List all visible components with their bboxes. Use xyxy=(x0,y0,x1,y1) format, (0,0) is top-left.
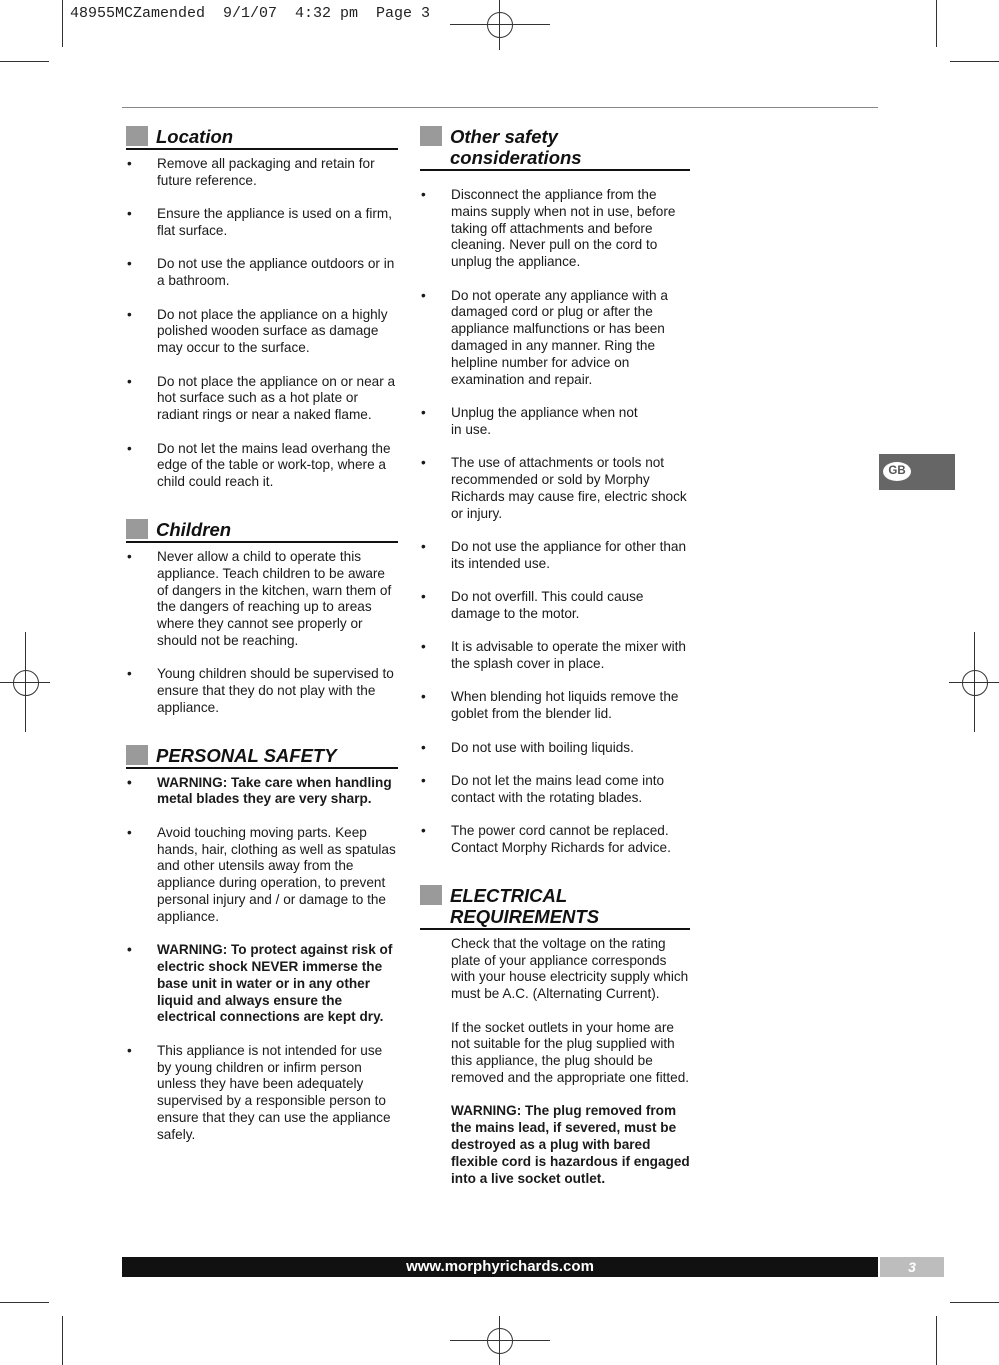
section-other-safety xyxy=(420,126,690,857)
list-item: • Do not place the appliance on or near a hot surface such as a hot plate or radiant rings or near a naked flame. xyxy=(126,374,398,424)
crop-mark xyxy=(936,0,937,47)
list-item: • Do not operate any appliance with a damaged cord or plug or after the appliance malfunctions or has been damaged in any manner. Ring the helpline number for advice on examination and repair. xyxy=(420,288,690,389)
heading-marker xyxy=(126,126,148,146)
list-item: • The use of attachments or tools not recommended or sold by Morphy Richards may cause fire, electric shock or injury. xyxy=(420,455,690,522)
registration-line xyxy=(25,632,26,732)
registration-line xyxy=(450,1340,550,1341)
print-slug: 48955MCZamended 9/1/07 4:32 pm Page 3 xyxy=(70,5,431,22)
paragraph: Check that the voltage on the rating plate of your appliance corresponds with your house electricity supply which must be A.C. (Alternating Current). xyxy=(451,935,689,1002)
paragraph: If the socket outlets in your home are not suitable for the plug supplied with this appliance, the plug should be removed and the appropriate one fitted. xyxy=(451,1019,690,1086)
left-column xyxy=(126,126,398,1172)
registration-line xyxy=(974,632,975,732)
section-heading xyxy=(126,126,398,150)
registration-mark xyxy=(962,670,988,696)
footer-website: www.morphyrichards.com xyxy=(122,1257,878,1277)
heading-marker xyxy=(420,885,442,905)
list-item: • Avoid touching moving parts. Keep hands, hair, clothing as well as spatulas and other utensils away from the appliance during operation, to prevent personal injury and / or damage to the appliance. xyxy=(126,825,398,926)
registration-line xyxy=(499,0,500,50)
list-item: • Unplug the appliance when not in use. xyxy=(420,405,690,439)
list-item: • Do not place the appliance on a highly polished wooden surface as damage may occur to the surface. xyxy=(126,307,398,357)
crop-mark xyxy=(950,61,999,62)
registration-mark xyxy=(13,670,39,696)
registration-mark xyxy=(487,12,513,38)
children-heading: Children xyxy=(156,518,232,540)
crop-mark xyxy=(936,1316,937,1365)
registration-mark xyxy=(487,1328,513,1354)
list-item: • The power cord cannot be replaced. Contact Morphy Richards for advice. xyxy=(420,823,690,857)
section-children xyxy=(126,519,398,717)
children-list xyxy=(126,549,398,717)
section-heading xyxy=(126,519,398,543)
personal-safety-heading: PERSONAL SAFETY xyxy=(156,744,337,766)
location-list xyxy=(126,156,398,491)
registration-line xyxy=(450,24,550,25)
language-tab xyxy=(879,454,955,490)
list-item: • Do not use with boiling liquids. xyxy=(420,740,690,757)
list-item: • When blending hot liquids remove the goblet from the blender lid. xyxy=(420,689,690,723)
page-number: 3 xyxy=(880,1257,944,1277)
crop-mark xyxy=(0,1302,49,1303)
language-code: GB xyxy=(883,462,911,481)
warning-item: • WARNING: To protect against risk of electric shock NEVER immerse the base unit in water or in any other liquid and always ensure the electrical connections are kept dry. xyxy=(126,942,398,1026)
heading-marker xyxy=(126,519,148,539)
warning-paragraph: WARNING: The plug removed from the mains lead, if severed, must be destroyed as a plug with bared flexible cord is hazardous if engaged into a live socket outlet. xyxy=(451,1103,690,1186)
section-heading xyxy=(126,745,398,769)
crop-mark xyxy=(62,1316,63,1365)
list-item: • Do not let the mains lead overhang the edge of the table or work-top, where a child could reach it. xyxy=(126,441,398,491)
section-personal-safety xyxy=(126,745,398,1144)
list-item: • Do not use the appliance outdoors or in a bathroom. xyxy=(126,256,398,290)
heading-marker xyxy=(126,745,148,765)
list-item: • Young children should be supervised to ensure that they do not play with the appliance. xyxy=(126,666,398,716)
list-item: • This appliance is not intended for use by young children or infirm person unless they have been adequately supervised by a responsible person to ensure that they can use the appliance safely. xyxy=(126,1043,398,1144)
list-item: • Remove all packaging and retain for future reference. xyxy=(126,156,398,190)
electrical-heading: ELECTRICAL REQUIREMENTS xyxy=(450,884,600,927)
personal-safety-list xyxy=(126,775,398,1144)
crop-mark xyxy=(62,0,63,47)
list-item: • Do not use the appliance for other than its intended use. xyxy=(420,539,690,573)
section-electrical xyxy=(420,885,690,1188)
other-safety-heading: Other safety considerations xyxy=(450,126,582,168)
top-rule xyxy=(122,107,878,108)
heading-marker xyxy=(420,126,442,146)
location-heading: Location xyxy=(156,126,234,147)
list-item: • Never allow a child to operate this appliance. Teach children to be aware of dangers in the kitchen, warn them of the dangers of reaching up to areas where they cannot see properly or should not be reaching. xyxy=(126,549,398,650)
other-safety-list xyxy=(420,177,690,857)
list-item: • It is advisable to operate the mixer with the splash cover in place. xyxy=(420,639,690,673)
crop-mark xyxy=(0,61,49,62)
registration-line xyxy=(499,1316,500,1365)
list-item: • Disconnect the appliance from the mains supply when not in use, before taking off attachments and before cleaning. Never pull on the cord to unplug the appliance. xyxy=(420,187,690,271)
section-heading xyxy=(420,126,690,171)
list-item: • Do not let the mains lead come into contact with the rotating blades. xyxy=(420,773,690,807)
section-location xyxy=(126,126,398,491)
list-item: • Do not overfill. This could cause damage to the motor. xyxy=(420,589,690,623)
crop-mark xyxy=(950,1302,999,1303)
list-item: • Ensure the appliance is used on a firm, flat surface. xyxy=(126,206,398,240)
warning-item: • WARNING: Take care when handling metal blades they are very sharp. xyxy=(126,775,398,809)
section-heading xyxy=(420,885,690,930)
right-column xyxy=(420,126,690,1215)
